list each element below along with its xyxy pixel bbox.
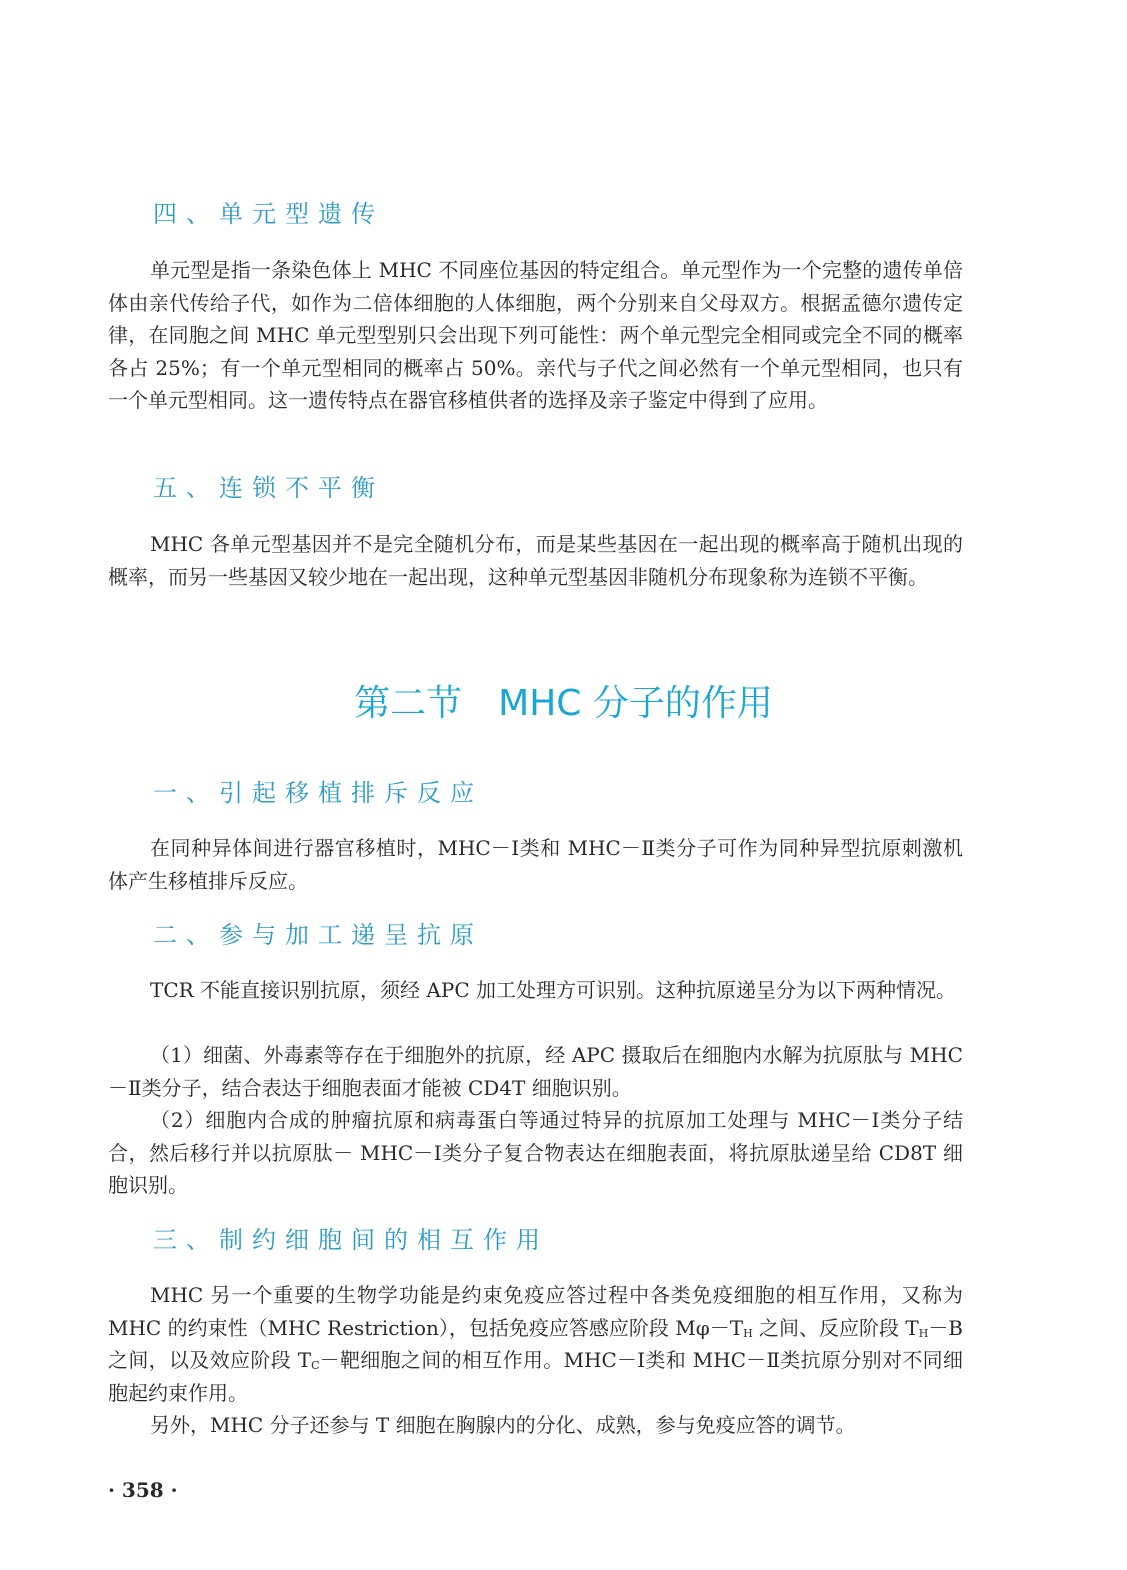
heading-antigen-presentation: 二、参与加工递呈抗原	[153, 921, 483, 949]
page-number: · 358 ·	[108, 1478, 178, 1502]
paragraph-antigen-presentation-item-1: （1）细菌、外毒素等存在于细胞外的抗原，经 APC 摄取后在细胞内水解为抗原肽与 MHC－Ⅱ类分子，结合表达于细胞表面才能被 CD4T 细胞识别。	[108, 1043, 963, 1100]
paragraph-mhc-restriction	[108, 1279, 963, 1409]
subscript-h-1: H	[743, 1326, 753, 1340]
subscript-c: C	[311, 1359, 320, 1373]
restriction-text-2: 之间、反应阶段 T	[752, 1315, 919, 1340]
restriction-text-1: MHC 另一个重要的生物学功能是约束免疫应答过程中各类免疫细胞的相互作用，又称为 MHC 的约束性（MHC Restriction），包括免疫应答感应阶段 Mφ－T	[108, 1283, 963, 1340]
heading-linkage-disequilibrium: 五、连锁不平衡	[153, 474, 384, 502]
restriction-text-3: －B 之间，以及效应阶段 T	[108, 1315, 964, 1373]
heading-haplotype-inheritance: 四、单元型遗传	[153, 200, 384, 228]
paragraph-haplotype-inheritance: 单元型是指一条染色体上 MHC 不同座位基因的特定组合。单元型作为一个完整的遗传单倍体由亲代传给子代，如作为二倍体细胞的人体细胞，两个分别来自父母双方。根据孟德尔遗传定律，在同胞之间 MHC 单元型型别只会出现下列可能性：两个单元型完全相同或完全不同的概率各占 25%；有一个单元型相同的概率占 50%。亲代与子代之间必然有一个单元型相同，也只有一个单元型相同。这一遗传特点在器官移植供者的选择及亲子鉴定中得到了应用。	[108, 258, 963, 413]
paragraph-mhc-additional: 另外，MHC 分子还参与 T 细胞在胸腺内的分化、成熟，参与免疫应答的调节。	[150, 1413, 856, 1437]
paragraph-linkage-disequilibrium: MHC 各单元型基因并不是完全随机分布，而是某些基因在一起出现的概率高于随机出现的概率，而另一些基因又较少地在一起出现，这种单元型基因非随机分布现象称为连锁不平衡。	[108, 532, 963, 589]
restriction-text-4: －靶细胞之间的相互作用。MHC－Ⅰ类和 MHC－Ⅱ类抗原分别对不同细胞起约束作用。	[108, 1348, 964, 1405]
heading-transplant-rejection: 一、引起移植排斥反应	[153, 779, 483, 807]
paragraph-antigen-presentation-intro: TCR 不能直接识别抗原，须经 APC 加工处理方可识别。这种抗原递呈分为以下两种情况。	[150, 978, 956, 1002]
heading-cell-interaction: 三、制约细胞间的相互作用	[153, 1226, 549, 1254]
paragraph-antigen-presentation-item-2: （2）细胞内合成的肿瘤抗原和病毒蛋白等通过特异的抗原加工处理与 MHC－Ⅰ类分子结合，然后移行并以抗原肽－ MHC－Ⅰ类分子复合物表达在细胞表面，将抗原肽递呈给 CD8T 细胞识别。	[108, 1108, 963, 1198]
subscript-h-2: H	[918, 1326, 929, 1340]
section-title: 第二节 MHC 分子的作用	[354, 683, 773, 724]
paragraph-transplant-rejection: 在同种异体间进行器官移植时，MHC－Ⅰ类和 MHC－Ⅱ类分子可作为同种异型抗原刺激机体产生移植排斥反应。	[108, 836, 963, 893]
